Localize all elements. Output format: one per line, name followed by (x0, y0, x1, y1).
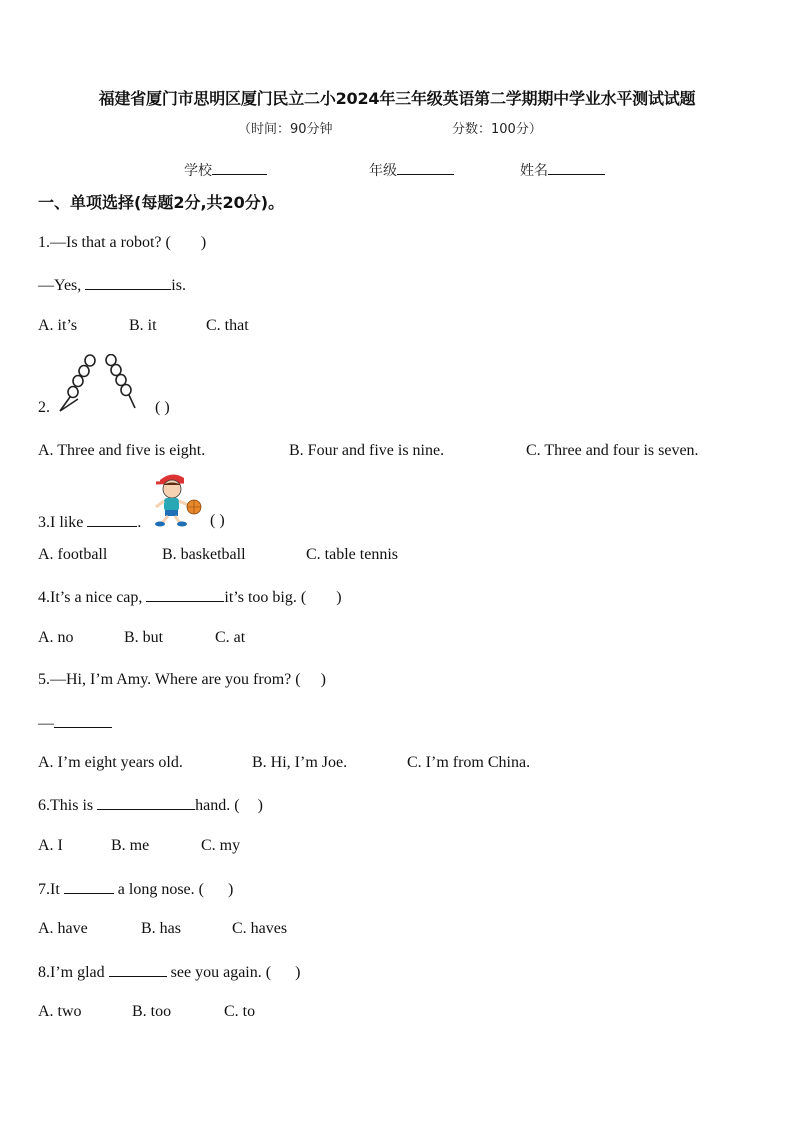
option-a[interactable]: A. it’s (38, 317, 78, 334)
fill-blank[interactable] (146, 587, 224, 602)
section-title: 一、单项选择(每题2分,共20分)。 (38, 193, 285, 212)
page-title: 福建省厦门市思明区厦门民立二小2024年三年级英语第二学期期中学业水平测试试题 (98, 89, 696, 108)
option-b[interactable]: B. Four and five is nine. (289, 442, 445, 459)
option-c[interactable]: C. I’m from China. (407, 754, 531, 771)
fill-blank[interactable] (109, 962, 167, 977)
question-1-stem: 1.—Is that a robot? ( ) (38, 234, 207, 251)
option-a[interactable]: A. football (38, 546, 108, 563)
school-field (184, 160, 267, 180)
question-6-stem: 6.This is hand. ( ) (38, 797, 263, 814)
name-blank[interactable] (548, 160, 605, 175)
grade-blank[interactable] (397, 160, 454, 175)
option-b[interactable]: B. basketball (162, 546, 246, 563)
option-c[interactable]: C. that (206, 317, 249, 334)
school-blank[interactable] (212, 160, 267, 175)
school-label: 学校 (184, 163, 212, 179)
answer-paren[interactable]: ( ) (155, 399, 170, 416)
question-5-line2: — (38, 713, 112, 733)
option-b[interactable]: B. it (129, 317, 157, 334)
option-b[interactable]: B. me (111, 837, 150, 854)
option-c[interactable]: C. to (224, 1003, 256, 1020)
fill-blank[interactable] (64, 879, 114, 894)
option-a[interactable]: A. no (38, 629, 74, 646)
name-label: 姓名 (520, 163, 548, 179)
question-1-line2: —Yes, is. (38, 277, 186, 294)
question-5-stem: 5.—Hi, I’m Amy. Where are you from? ( ) (38, 671, 326, 688)
option-c[interactable]: C. table tennis (306, 546, 398, 563)
question-8-stem: 8.I’m glad see you again. ( ) (38, 964, 301, 981)
option-b[interactable]: B. but (124, 629, 164, 646)
exam-time: （时间：90分钟 (238, 122, 333, 137)
question-7-stem: 7.It a long nose. ( ) (38, 881, 234, 898)
question-4-stem: 4.It’s a nice cap, it’s too big. ( ) (38, 589, 342, 606)
fill-blank[interactable] (54, 713, 112, 728)
option-c[interactable]: C. haves (232, 920, 288, 937)
fill-blank[interactable] (85, 275, 171, 290)
question-3-stem: 3.I like . (38, 514, 142, 531)
grade-field (369, 160, 454, 180)
boy-basketball-icon (150, 470, 204, 528)
fill-blank[interactable] (87, 512, 137, 527)
exam-score: 分数：100分） (452, 122, 542, 137)
option-a[interactable]: A. I’m eight years old. (38, 754, 183, 771)
answer-paren[interactable]: ( ) (210, 512, 225, 529)
option-a[interactable]: A. have (38, 920, 88, 937)
option-b[interactable]: B. Hi, I’m Joe. (252, 754, 348, 771)
question-2-num: 2. (38, 399, 50, 416)
name-field (520, 160, 605, 180)
option-c[interactable]: C. at (215, 629, 246, 646)
option-a[interactable]: A. two (38, 1003, 82, 1020)
option-a[interactable]: A. Three and five is eight. (38, 442, 206, 459)
option-c[interactable]: C. my (201, 837, 241, 854)
option-a[interactable]: A. I (38, 837, 63, 854)
abacus-beads-icon (56, 354, 140, 414)
grade-label: 年级 (369, 163, 397, 179)
option-c[interactable]: C. Three and four is seven. (526, 442, 699, 459)
fill-blank[interactable] (97, 795, 195, 810)
option-b[interactable]: B. has (141, 920, 181, 937)
option-b[interactable]: B. too (132, 1003, 172, 1020)
